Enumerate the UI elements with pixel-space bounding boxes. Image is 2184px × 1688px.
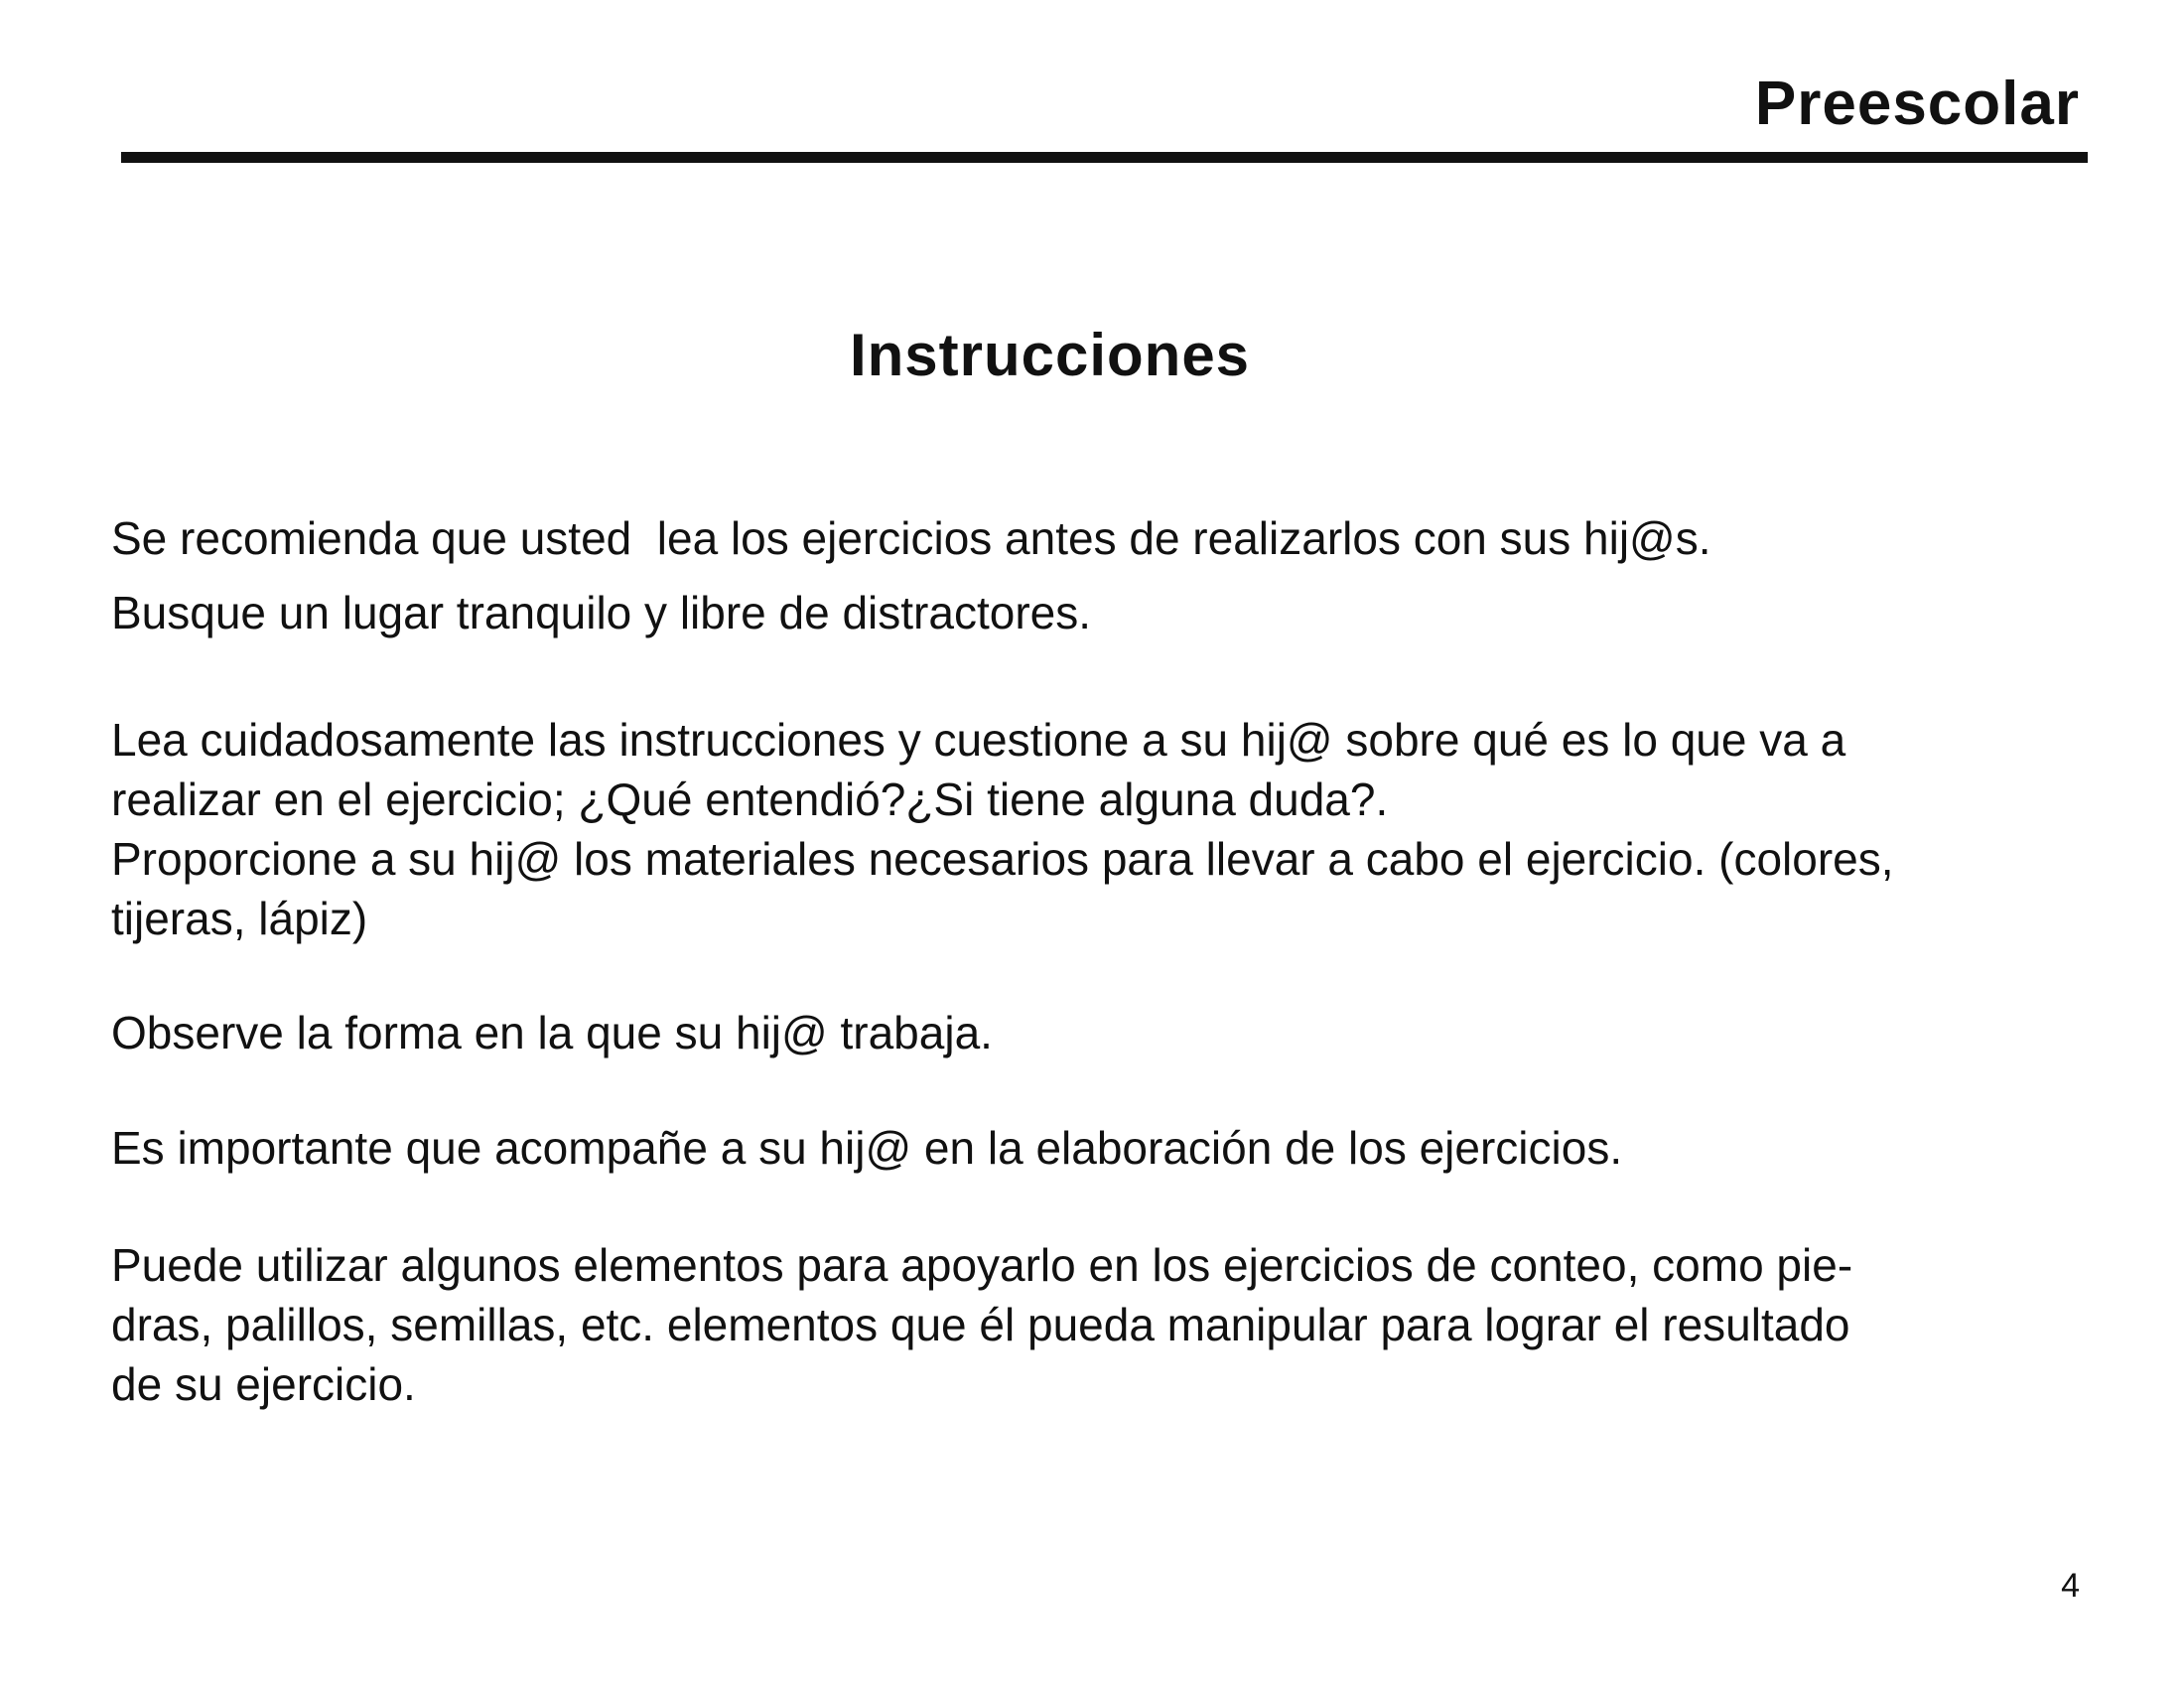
paragraph-read-exercises: Se recomienda que usted lea los ejercicios antes de realizarlos con sus hij@s.	[111, 512, 1711, 564]
paragraph-materials: Proporcione a su hij@ los materiales necesarios para llevar a cabo el ejercicio. (colores, tijeras, lápiz)	[111, 833, 1894, 944]
paragraph-counting-elements: Puede utilizar algunos elementos para apoyarlo en los ejercicios de conteo, como pie- dras, palillos, semillas, etc. elementos que él pueda manipular para lograr el resultado de su ejercicio.	[111, 1239, 1853, 1410]
paragraph-observe: Observe la forma en la que su hij@ trabaja.	[111, 1007, 993, 1058]
header-title: Preescolar	[1754, 70, 2080, 138]
paragraph-quiet-place: Busque un lugar tranquilo y libre de distractores.	[111, 587, 1092, 638]
page-number: 4	[2061, 1567, 2080, 1605]
header-divider	[121, 152, 2088, 163]
paragraph-accompany: Es importante que acompañe a su hij@ en la elaboración de los ejercicios.	[111, 1122, 1623, 1174]
paragraph-read-instructions: Lea cuidadosamente las instrucciones y cuestione a su hij@ sobre qué es lo que va a realizar en el ejercicio; ¿Qué entendió?¿Si tiene alguna duda?.	[111, 714, 1846, 825]
page-title: Instrucciones	[849, 322, 1251, 388]
